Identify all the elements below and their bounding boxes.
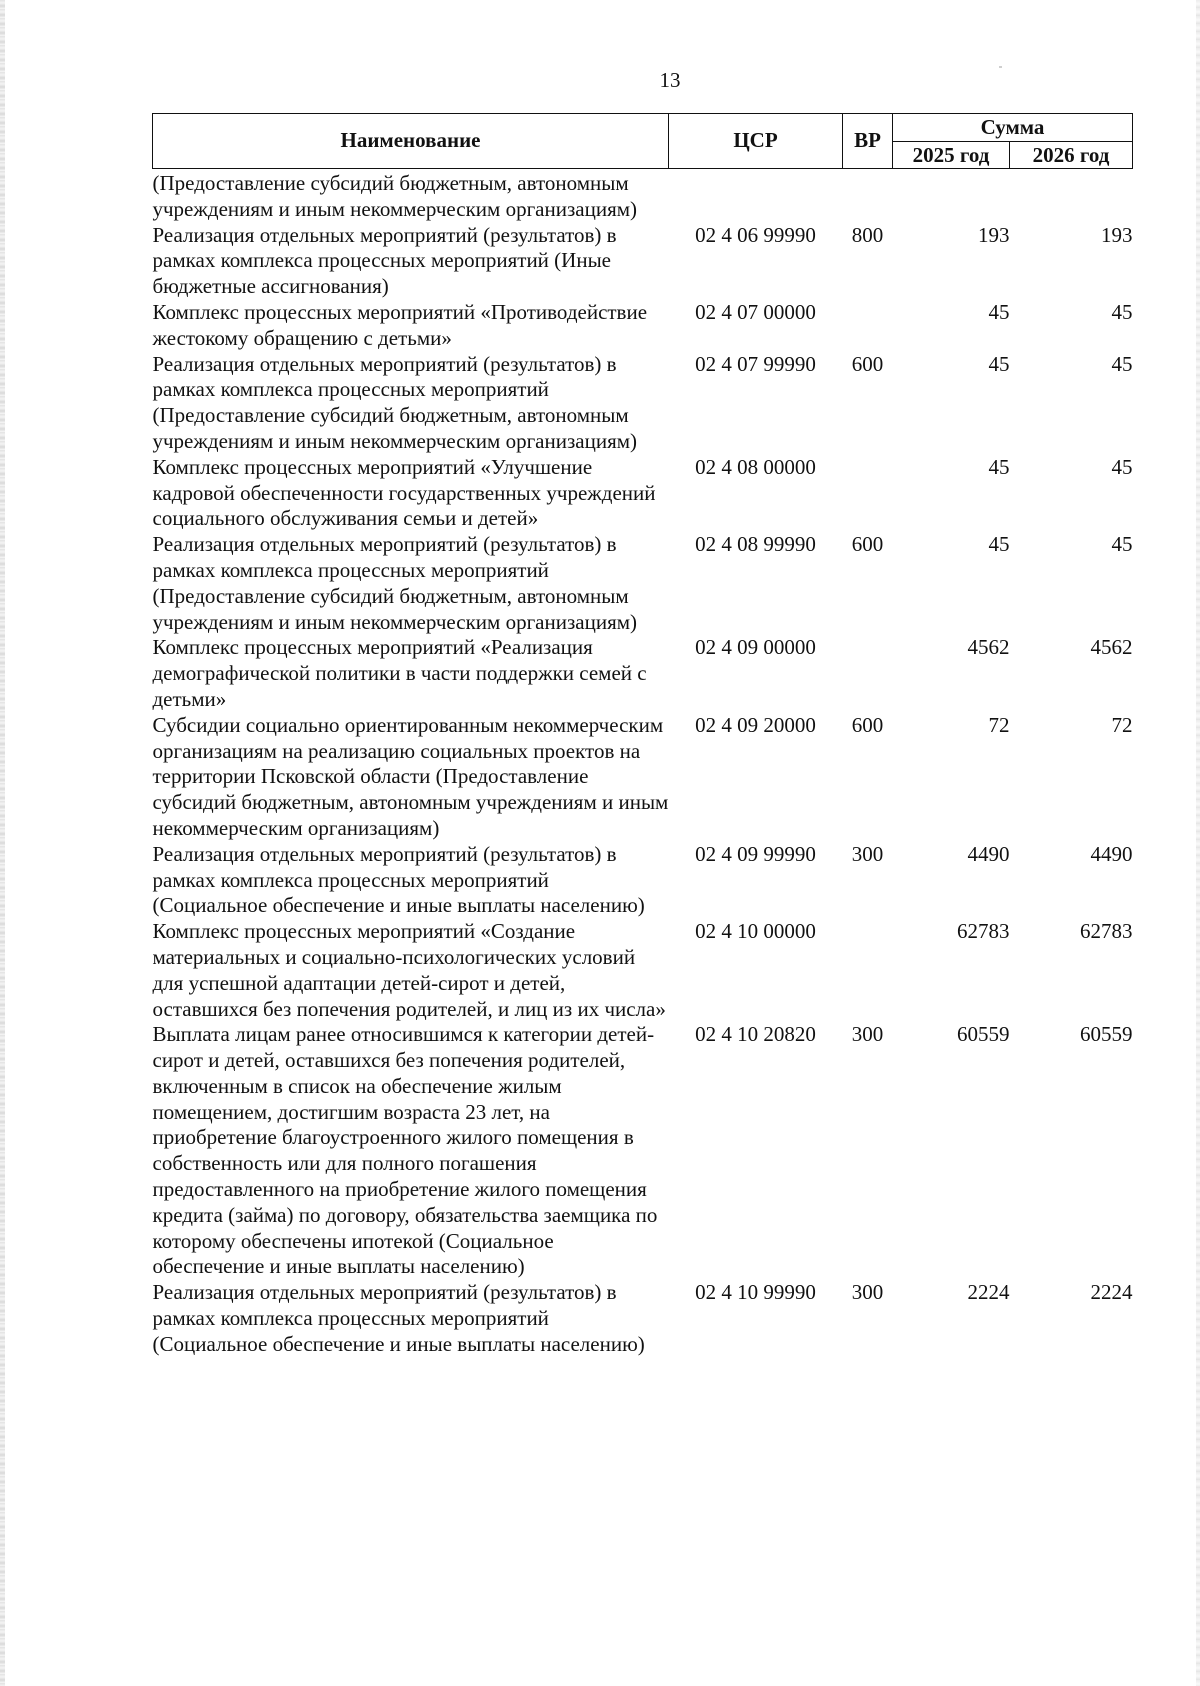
- header-csr: ЦСР: [669, 114, 843, 169]
- row-name: Комплекс процессных мероприятий «Противодействие жестокому обращению с детьми»: [152, 299, 648, 350]
- table-row: [153, 352, 1133, 455]
- row-csr: 02 4 09 00000: [695, 635, 816, 660]
- row-sum-2026: 45: [1111, 299, 1133, 324]
- table-row: [153, 169, 1133, 223]
- row-vr: 300: [851, 841, 884, 866]
- row-csr: 02 4 07 99990: [695, 351, 816, 376]
- table-row: [153, 532, 1133, 635]
- row-csr: 02 4 10 20820: [695, 1022, 816, 1047]
- row-name: Комплекс процессных мероприятий «Создание материальных и социально-психологических условий для успешной адаптации детей-сирот и детей, оставшихся без попечения родителей, и лиц из их числа»: [152, 919, 666, 1021]
- row-sum-2025: 193: [978, 222, 1010, 247]
- row-name: (Предоставление субсидий бюджетным, автономным учреждениям и иным некоммерческим организациям): [152, 171, 638, 221]
- table-row: [153, 1022, 1133, 1280]
- row-sum-2026: [1010, 169, 1133, 223]
- table-row: [153, 223, 1133, 300]
- row-vr: [843, 300, 893, 352]
- scan-edge-right: [1196, 0, 1200, 1686]
- page-number: 13: [659, 68, 681, 92]
- row-csr: 02 4 08 00000: [695, 454, 816, 479]
- row-sum-2026: 4490: [1090, 841, 1133, 866]
- row-vr: 300: [851, 1280, 884, 1305]
- table-row: [153, 1280, 1133, 1357]
- header-vr: ВР: [843, 114, 893, 169]
- row-sum-2026: 45: [1111, 454, 1133, 479]
- row-vr: 300: [851, 1022, 884, 1047]
- budget-table: [152, 113, 1133, 1358]
- row-sum-2025: 2224: [967, 1280, 1010, 1305]
- row-csr: 02 4 08 99990: [695, 532, 816, 557]
- row-sum-2025: 45: [988, 454, 1010, 479]
- row-csr: 02 4 09 99990: [695, 841, 816, 866]
- table-row: [153, 455, 1133, 532]
- header-year-2026: 2026 год: [1010, 141, 1133, 169]
- row-sum-2026: 45: [1111, 351, 1133, 376]
- header-name: Наименование: [153, 114, 669, 169]
- row-name: Реализация отдельных мероприятий (результатов) в рамках комплекса процессных мероприятий (Предоставление субсидий бюджетным, автономным учреждениям и иным некоммерческим организациям): [152, 532, 638, 634]
- row-sum-2026: 72: [1111, 712, 1133, 737]
- table-row: [153, 713, 1133, 842]
- row-vr: [843, 635, 893, 712]
- row-vr: 600: [851, 532, 884, 557]
- row-sum-2026: 2224: [1090, 1280, 1133, 1305]
- row-name: Реализация отдельных мероприятий (результатов) в рамках комплекса процессных мероприятий (Социальное обеспечение и иные выплаты населению): [152, 1280, 645, 1356]
- row-csr: 02 4 09 20000: [695, 712, 816, 737]
- table-header: [153, 114, 1133, 169]
- row-csr: 02 4 07 00000: [695, 299, 816, 324]
- row-vr: [843, 169, 893, 223]
- row-vr: 800: [851, 222, 884, 247]
- table-row: [153, 635, 1133, 712]
- row-name: Реализация отдельных мероприятий (результатов) в рамках комплекса процессных мероприятий (Предоставление субсидий бюджетным, автономным учреждениям и иным некоммерческим организациям): [152, 351, 638, 453]
- row-sum-2026: 4562: [1090, 635, 1133, 660]
- row-name: Комплекс процессных мероприятий «Улучшение кадровой обеспеченности государственных учреждений социального обслуживания семьи и детей»: [152, 454, 656, 531]
- row-vr: 600: [851, 351, 884, 376]
- row-vr: [843, 919, 893, 1022]
- row-sum-2025: 72: [988, 712, 1010, 737]
- row-name: Реализация отдельных мероприятий (результатов) в рамках комплекса процессных мероприятий (Иные бюджетные ассигнования): [152, 222, 617, 299]
- row-vr: [843, 455, 893, 532]
- row-csr: 02 4 06 99990: [695, 222, 816, 247]
- row-name: Комплекс процессных мероприятий «Реализация демографической политики в части поддержки семей с детьми»: [152, 635, 647, 711]
- row-name: Выплата лицам ранее относившимся к категории детей-сирот и детей, оставшихся без попечения родителей, включенным в список на обеспечение жилым помещением, достигшим возраста 23 лет, на приобретение благоустроенного жилого помещения в собственность или для полного погашения предоставленного на приобретение жилого помещения кредита (займа) по договору, обязательства заемщика по которому обеспечены ипотекой (Социальное обеспечение и иные выплаты населению): [152, 1022, 658, 1279]
- row-csr: 02 4 10 99990: [695, 1280, 816, 1305]
- row-sum-2026: 45: [1111, 532, 1133, 557]
- table-row: [153, 842, 1133, 919]
- row-sum-2025: 4490: [967, 841, 1010, 866]
- header-year-2025: 2025 год: [893, 141, 1010, 169]
- row-csr: 02 4 10 00000: [695, 919, 816, 944]
- scan-edge-left: [0, 0, 5, 1686]
- row-sum-2025: 62783: [957, 919, 1010, 944]
- row-sum-2025: 4562: [967, 635, 1010, 660]
- row-sum-2026: 62783: [1080, 919, 1133, 944]
- row-sum-2025: 45: [988, 532, 1010, 557]
- table-row: [153, 919, 1133, 1022]
- row-sum-2025: 45: [988, 351, 1010, 376]
- table-body: [153, 169, 1133, 1358]
- row-sum-2026: 193: [1101, 222, 1133, 247]
- row-sum-2025: 45: [988, 299, 1010, 324]
- row-csr: [669, 169, 843, 223]
- header-sum: Сумма: [893, 114, 1133, 142]
- row-name: Реализация отдельных мероприятий (результатов) в рамках комплекса процессных мероприятий (Социальное обеспечение и иные выплаты населению): [152, 841, 645, 918]
- row-name: Субсидии социально ориентированным некоммерческим организациям на реализацию социальных проектов на территории Псковской области (Предоставление субсидий бюджетным, автономным учреждениям и иным некоммерческим организациям): [152, 712, 669, 840]
- table-row: [153, 300, 1133, 352]
- row-sum-2026: 60559: [1080, 1022, 1133, 1047]
- row-vr: 600: [851, 712, 884, 737]
- row-sum-2025: 60559: [957, 1022, 1010, 1047]
- row-sum-2025: [893, 169, 1010, 223]
